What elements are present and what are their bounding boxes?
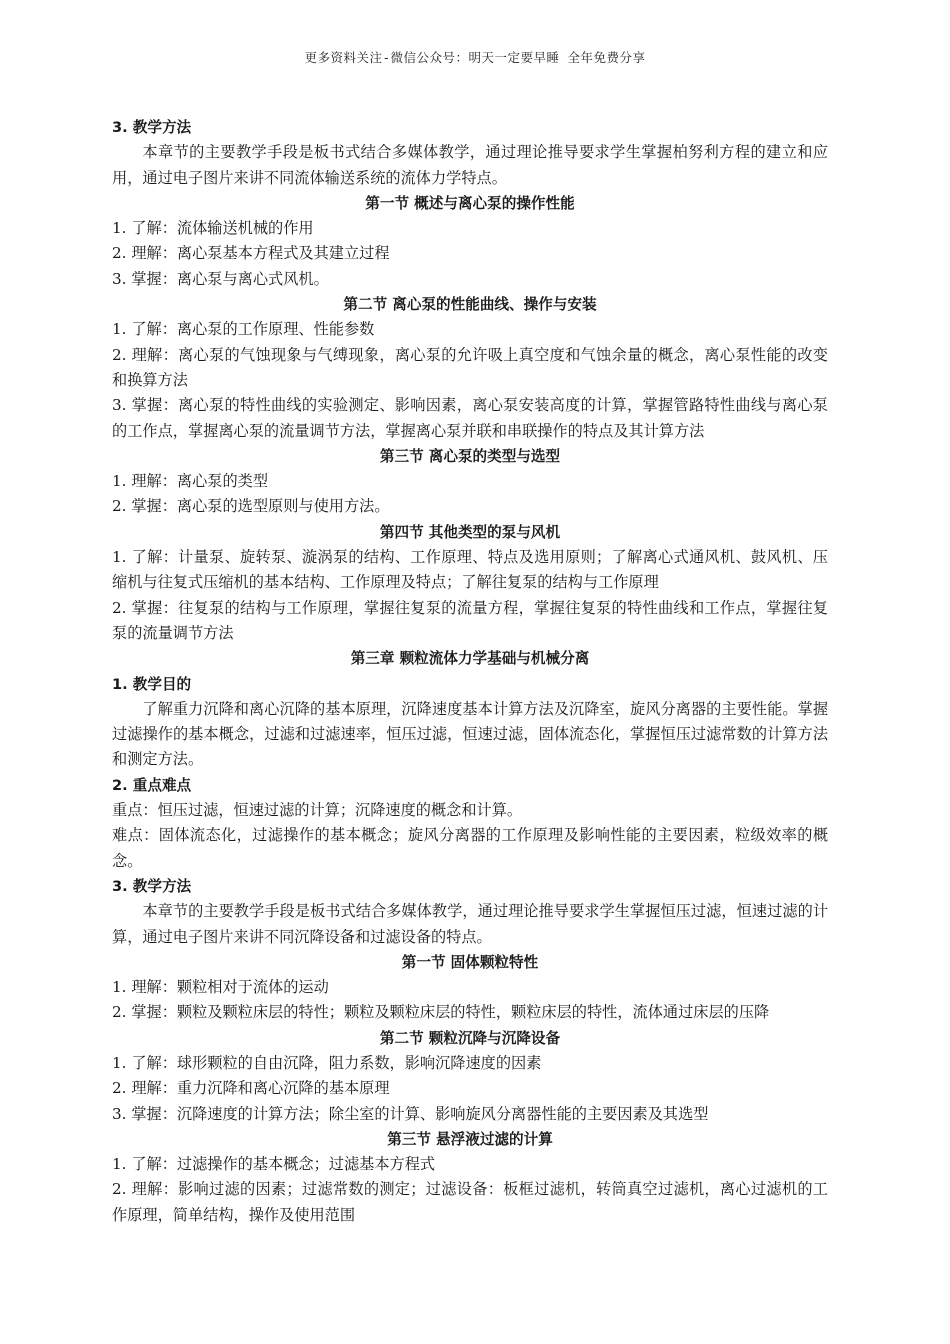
section-heading: 第二节 离心泵的性能曲线、操作与安装	[343, 296, 597, 314]
list-item: 3. 掌握：沉降速度的计算方法；除尘室的计算、影响旋风分离器性能的主要因素及其选型	[112, 1104, 709, 1123]
list-item: 2. 理解：影响过滤的因素；过滤常数的测定；过滤设备：板框过滤机，转筒真空过滤机，离心过滤机的工作原理，简单结构，操作及使用范围	[112, 1180, 828, 1224]
list-item: 2. 掌握：往复泵的结构与工作原理，掌握往复泵的流量方程，掌握往复泵的特性曲线和工作点，掌握往复泵的流量调节方法	[112, 598, 828, 642]
list-item: 3. 掌握：离心泵的特性曲线的实验测定、影响因素，离心泵安装高度的计算，掌握管路特性曲线与离心泵的工作点，掌握离心泵的流量调节方法，掌握离心泵并联和串联操作的特点及其计算方法	[112, 396, 828, 440]
heading-teaching-method: 3. 教学方法	[112, 119, 192, 136]
section-heading: 第二节 颗粒沉降与沉降设备	[379, 1029, 561, 1047]
list-item: 1. 了解：球形颗粒的自由沉降，阻力系数，影响沉降速度的因素	[112, 1053, 542, 1072]
section-heading: 第一节 固体颗粒特性	[401, 953, 539, 971]
list-item: 1. 了解：离心泵的工作原理、性能参数	[112, 320, 375, 339]
paragraph: 本章节的主要教学手段是板书式结合多媒体教学，通过理论推导要求学生掌握柏努利方程的建立和应用，通过电子图片来讲不同流体输送系统的流体力学特点。	[112, 143, 828, 187]
heading-teaching-goal: 1. 教学目的	[112, 675, 192, 693]
document-body	[112, 115, 828, 1228]
section-heading: 第四节 其他类型的泵与风机	[379, 523, 561, 541]
list-item: 1. 了解：过滤操作的基本概念；过滤基本方程式	[112, 1155, 436, 1174]
paragraph: 了解重力沉降和离心沉降的基本原理，沉降速度基本计算方法及沉降室，旋风分离器的主要性能。掌握过滤操作的基本概念，过滤和过滤速率，恒压过滤，恒速过滤，固体流态化，掌握恒压过滤常数的计算方法和测定方法。	[112, 699, 828, 769]
list-item: 重点：恒压过滤，恒速过滤的计算；沉降速度的概念和计算。	[112, 801, 523, 820]
chapter-heading: 第三章 颗粒流体力学基础与机械分离	[350, 650, 590, 668]
list-item: 难点：固体流态化，过滤操作的基本概念；旋风分离器的工作原理及影响性能的主要因素，粒级效率的概念。	[112, 826, 828, 870]
heading-teaching-method: 3. 教学方法	[112, 877, 192, 895]
list-item: 1. 理解：颗粒相对于流体的运动	[112, 978, 329, 997]
section-heading: 第一节 概述与离心泵的操作性能	[365, 194, 575, 212]
list-item: 2. 理解：离心泵基本方程式及其建立过程	[112, 244, 390, 263]
list-item: 2. 理解：离心泵的气蚀现象与气缚现象，离心泵的允许吸上真空度和气蚀余量的概念，离心泵性能的改变和换算方法	[112, 345, 828, 389]
section-heading: 第三节 悬浮液过滤的计算	[387, 1130, 553, 1148]
list-item: 2. 理解：重力沉降和离心沉降的基本原理	[112, 1079, 390, 1098]
list-item: 2. 掌握：颗粒及颗粒床层的特性；颗粒及颗粒床层的特性，颗粒床层的特性，流体通过床层的压降	[112, 1003, 770, 1022]
section-heading: 第三节 离心泵的类型与选型	[379, 447, 561, 465]
list-item: 3. 掌握：离心泵与离心式风机。	[112, 269, 329, 288]
list-item: 1. 理解：离心泵的类型	[112, 472, 269, 491]
page-header: 更多资料关注-微信公众号：明天一定要早睡 全年免费分享	[304, 50, 646, 65]
list-item: 1. 了解：计量泵、旋转泵、漩涡泵的结构、工作原理、特点及选用原则；了解离心式通风机、鼓风机、压缩机与往复式压缩机的基本结构、工作原理及特点；了解往复泵的结构与工作原理	[112, 548, 828, 592]
paragraph: 本章节的主要教学手段是板书式结合多媒体教学，通过理论推导要求学生掌握恒压过滤，恒速过滤的计算，通过电子图片来讲不同沉降设备和过滤设备的特点。	[112, 902, 828, 946]
list-item: 1. 了解：流体输送机械的作用	[112, 219, 314, 238]
heading-key-points: 2. 重点难点	[112, 776, 192, 794]
list-item: 2. 掌握：离心泵的选型原则与使用方法。	[112, 497, 390, 516]
